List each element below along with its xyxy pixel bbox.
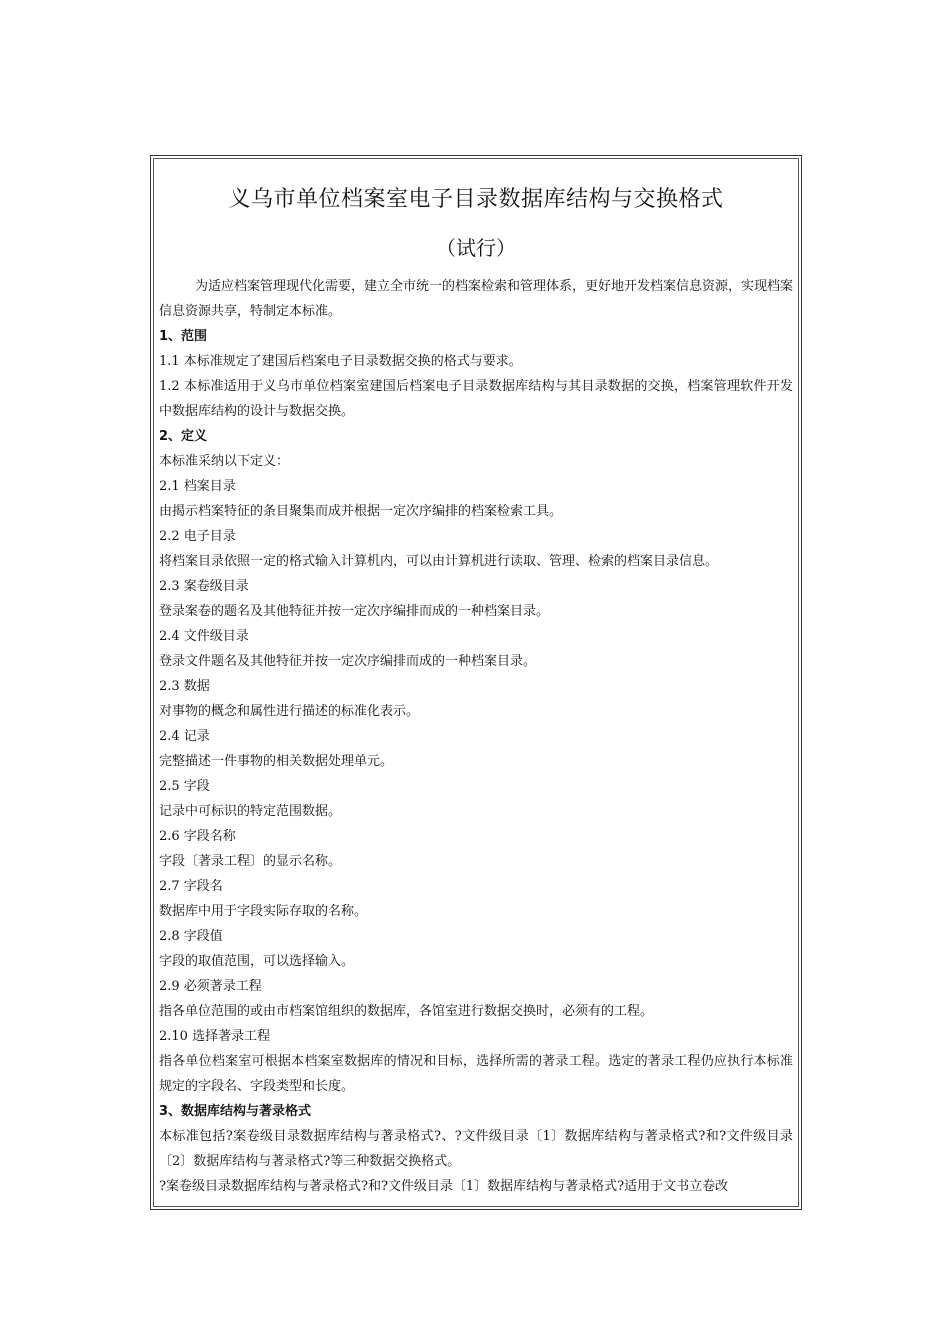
section-paragraph: 2.8 字段值 <box>159 929 223 944</box>
section-paragraph: 记录中可标识的特定范围数据。 <box>159 804 342 819</box>
section-paragraph: 字段〔著录工程〕的显示名称。 <box>159 854 342 869</box>
section-paragraph: 2.4 文件级目录 <box>159 629 249 644</box>
section-paragraph: 数据库中用于字段实际存取的名称。 <box>159 904 368 919</box>
section-paragraph: 2.2 电子目录 <box>159 529 236 544</box>
section-paragraph: 登录文件题名及其他特征并按一定次序编排而成的一种档案目录。 <box>159 654 537 669</box>
section-paragraph: 登录案卷的题名及其他特征并按一定次序编排而成的一种档案目录。 <box>159 604 550 619</box>
section-paragraph: 2.3 案卷级目录 <box>159 579 249 594</box>
section-paragraph: 2.7 字段名 <box>159 879 223 894</box>
section-paragraph: 2.9 必须著录工程 <box>159 979 262 994</box>
section-heading: 3、数据库结构与著录格式 <box>159 1104 312 1119</box>
section-heading: 1、范围 <box>159 329 208 344</box>
section-paragraph: 对事物的概念和属性进行描述的标准化表示。 <box>159 704 420 719</box>
document-title: 义乌市单位档案室电子目录数据库结构与交换格式 <box>228 187 724 212</box>
section-heading: 2、定义 <box>159 429 208 444</box>
section-paragraph: 2.6 字段名称 <box>159 829 236 844</box>
section-paragraph: 字段的取值范围，可以选择输入。 <box>159 954 355 969</box>
section-paragraph: 由揭示档案特征的条目聚集而成并根据一定次序编排的档案检索工具。 <box>159 504 563 519</box>
section-paragraph: 2.1 档案目录 <box>159 479 236 494</box>
section-paragraph: ?案卷级目录数据库结构与著录格式?和?文件级目录〔1〕数据库结构与著录格式?适用于文书立卷改 <box>159 1179 729 1194</box>
section-paragraph: 完整描述一件事物的相关数据处理单元。 <box>159 754 394 769</box>
section-paragraph: 1.2 本标准适用于义乌市单位档案室建国后档案电子目录数据库结构与其目录数据的交换，档案管理软件开发中数据库结构的设计与数据交换。 <box>159 379 793 419</box>
section-paragraph: 本标准包括?案卷级目录数据库结构与著录格式?、?文件级目录〔1〕数据库结构与著录格式?和?文件级目录〔2〕数据库结构与著录格式?等三种数据交换格式。 <box>159 1129 793 1169</box>
section-paragraph: 指各单位档案室可根据本档案室数据库的情况和目标，选择所需的著录工程。选定的著录工程仍应执行本标准规定的字段名、字段类型和长度。 <box>159 1054 793 1094</box>
section-paragraph: 2.3 数据 <box>159 679 210 694</box>
section-paragraph: 本标准采纳以下定义： <box>159 454 290 469</box>
section-paragraph: 1.1 本标准规定了建国后档案电子目录数据交换的格式与要求。 <box>159 354 522 369</box>
document-sections <box>159 324 793 1199</box>
section-paragraph: 2.10 选择著录工程 <box>159 1029 271 1044</box>
section-paragraph: 将档案目录依照一定的格式输入计算机内，可以由计算机进行读取、管理、检索的档案目录信息。 <box>159 554 719 569</box>
document-content <box>159 180 793 1199</box>
intro-paragraph: 为适应档案管理现代化需要，建立全市统一的档案检索和管理体系，更好地开发档案信息资源，实现档案信息资源共享，特制定本标准。 <box>159 279 794 319</box>
section-paragraph: 2.5 字段 <box>159 779 210 794</box>
document-subtitle: （试行） <box>436 236 516 260</box>
section-paragraph: 2.4 记录 <box>159 729 210 744</box>
section-paragraph: 指各单位范围的或由市档案馆组织的数据库，各馆室进行数据交换时，必须有的工程。 <box>159 1004 654 1019</box>
